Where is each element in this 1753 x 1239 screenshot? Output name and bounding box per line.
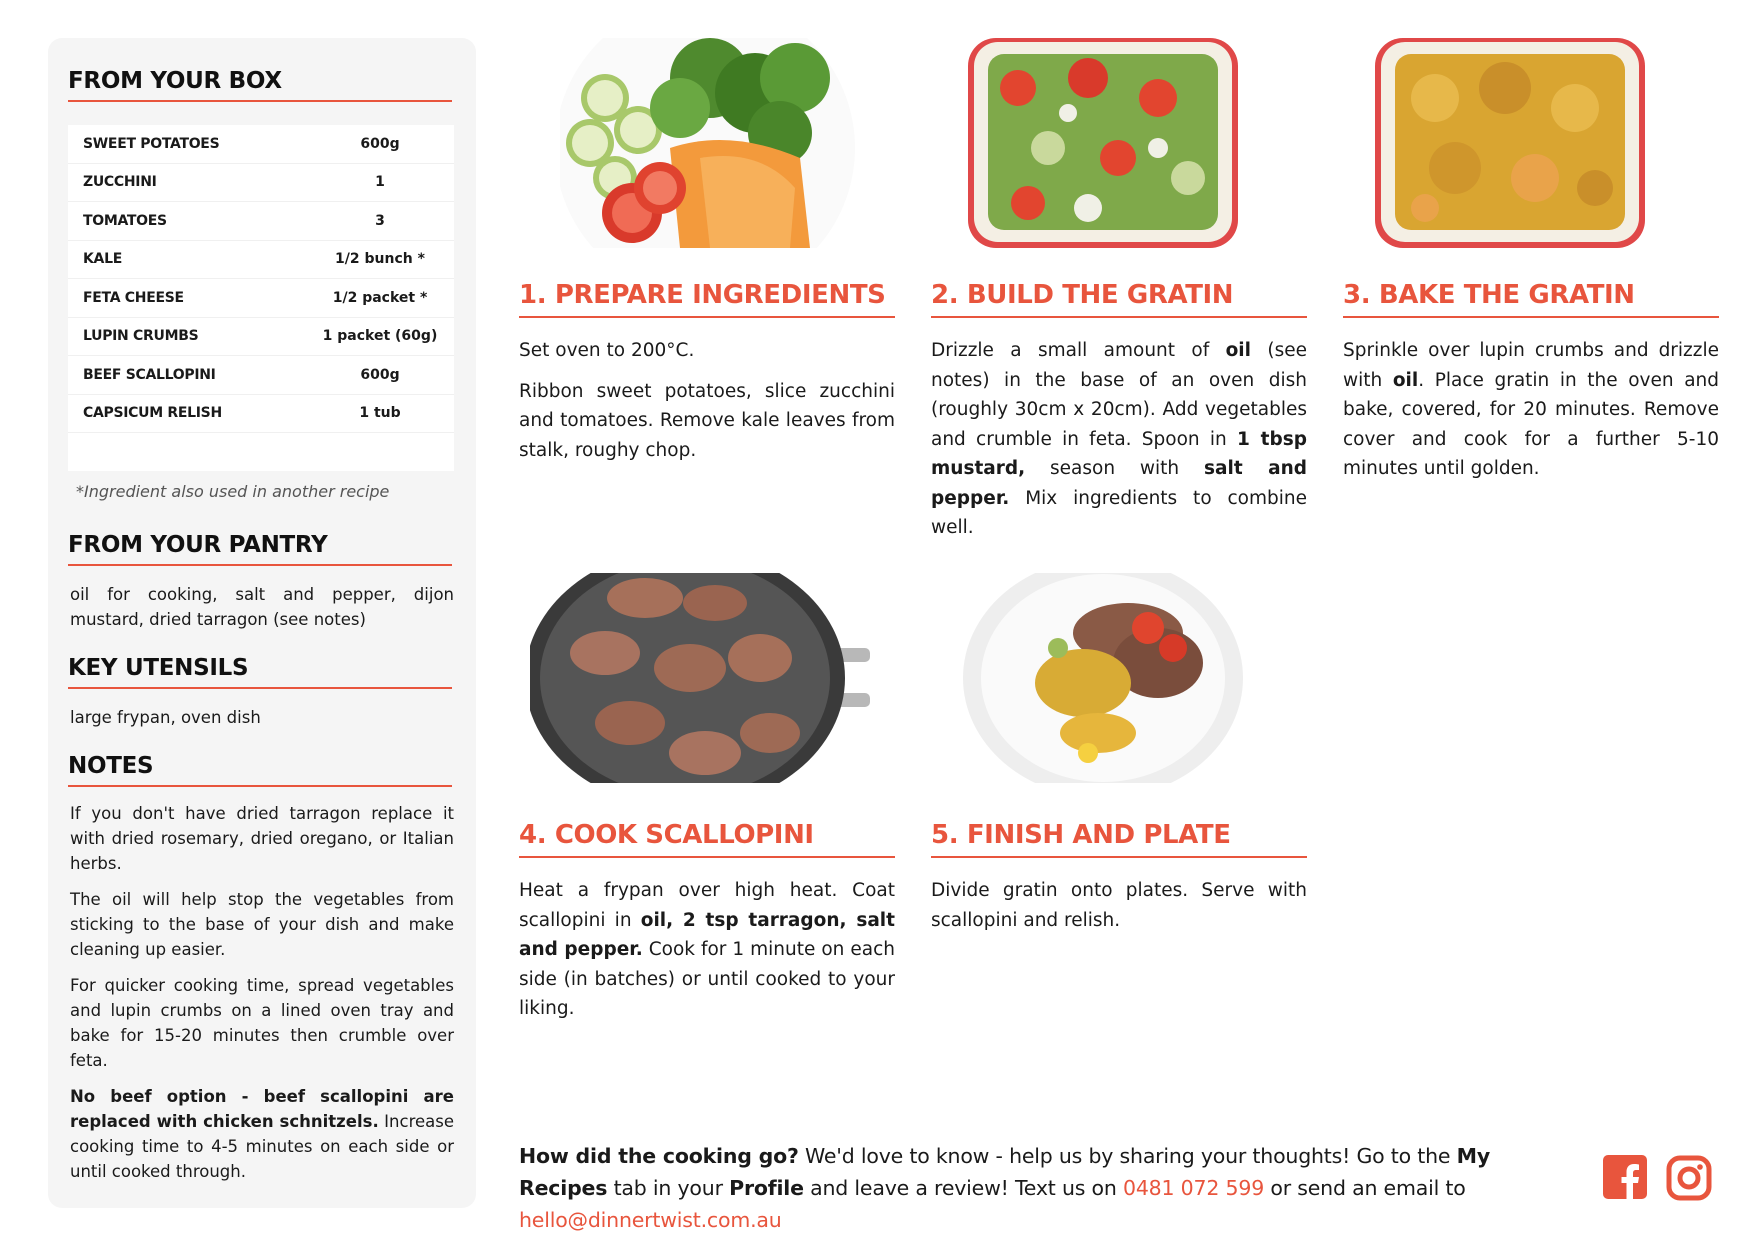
from-your-box-heading: FROM YOUR BOX bbox=[68, 68, 452, 102]
table-row bbox=[68, 202, 454, 241]
ingredient-name: KALE bbox=[83, 251, 122, 268]
instagram-icon[interactable] bbox=[1666, 1155, 1712, 1201]
facebook-icon[interactable] bbox=[1603, 1155, 1647, 1199]
footer-text: We'd love to know - help us by sharing your thoughts! Go to the bbox=[798, 1144, 1457, 1168]
ingredients-table bbox=[68, 125, 454, 471]
from-your-pantry-heading: FROM YOUR PANTRY bbox=[68, 532, 452, 566]
key-utensils-heading: KEY UTENSILS bbox=[68, 655, 452, 689]
table-row bbox=[68, 318, 454, 357]
step-bold: 1 tbsp mustard, bbox=[931, 428, 1307, 479]
step-paragraph bbox=[1343, 336, 1719, 484]
footer-bold: How did the cooking go? bbox=[519, 1144, 799, 1168]
table-row bbox=[68, 164, 454, 203]
ingredient-name: LUPIN CRUMBS bbox=[83, 328, 199, 345]
step-paragraph: Set oven to 200°C. bbox=[519, 340, 695, 361]
ingredient-qty: 3 bbox=[375, 212, 385, 229]
plated-dish-image bbox=[958, 573, 1298, 783]
note-bold: No beef option - beef scallopini are replaced with chicken schnitzels. bbox=[70, 1087, 454, 1131]
ingredient-qty: 1/2 bunch * bbox=[335, 251, 425, 268]
sweet-potato-ribbons bbox=[670, 140, 810, 248]
ingredient-qty: 1/2 packet * bbox=[332, 289, 428, 306]
step-paragraph: Ribbon sweet potatoes, slice zucchini and tomatoes. Remove kale leaves from stalk, roughy chop. bbox=[519, 380, 895, 461]
step-text: Drizzle a small amount of bbox=[931, 340, 1226, 361]
step-paragraph bbox=[519, 876, 895, 1024]
ingredient-name: BEEF SCALLOPINI bbox=[83, 366, 216, 383]
profile-label: Profile bbox=[729, 1176, 804, 1200]
gratin-dish-baked-image bbox=[1365, 38, 1705, 248]
table-empty-row bbox=[68, 433, 454, 471]
step-paragraph: Divide gratin onto plates. Serve with scallopini and relish. bbox=[931, 880, 1307, 931]
ingredient-qty: 1 packet (60g) bbox=[322, 328, 438, 345]
step-5-body bbox=[931, 876, 1307, 946]
step-5-title: 5. FINISH AND PLATE bbox=[931, 820, 1307, 858]
step-2-body bbox=[931, 336, 1307, 554]
email-link[interactable]: hello@dinnertwist.com.au bbox=[519, 1208, 782, 1232]
footer-text: and leave a review! Text us on bbox=[803, 1176, 1123, 1200]
step-text: Heat a frypan over high heat. Coat scallopini in bbox=[519, 880, 895, 931]
ingredient-qty: 1 tub bbox=[359, 405, 401, 422]
notes-heading: NOTES bbox=[68, 753, 452, 787]
ingredient-qty: 600g bbox=[360, 135, 400, 152]
step-2-title: 2. BUILD THE GRATIN bbox=[931, 280, 1307, 318]
step-4-title: 4. COOK SCALLOPINI bbox=[519, 820, 895, 858]
step-3-body bbox=[1343, 336, 1719, 495]
footer-text: or send an email to bbox=[1264, 1176, 1466, 1200]
note-text: Increase cooking time to 4-5 minutes on each side or until cooked through. bbox=[70, 1112, 454, 1181]
utensils-paragraph: large frypan, oven dish bbox=[70, 708, 261, 727]
pantry-text bbox=[70, 582, 454, 643]
table-row bbox=[68, 279, 454, 318]
table-row bbox=[68, 395, 454, 434]
ingredient-qty: 1 bbox=[375, 174, 385, 191]
step-paragraph bbox=[931, 336, 1307, 543]
ingredient-name: ZUCCHINI bbox=[83, 174, 157, 191]
pantry-paragraph: oil for cooking, salt and pepper, dijon mustard, dried tarragon (see notes) bbox=[70, 585, 454, 629]
step-text: Sprinkle over lupin crumbs and drizzle with bbox=[1343, 340, 1719, 391]
ingredient-name: SWEET POTATOES bbox=[83, 135, 220, 152]
footer-text: tab in your bbox=[607, 1176, 730, 1200]
note-paragraph bbox=[70, 1084, 454, 1184]
ingredient-name: TOMATOES bbox=[83, 212, 167, 229]
note-paragraph: The oil will help stop the vegetables from sticking to the base of your dish and make cleaning up easier. bbox=[70, 890, 454, 959]
step-3-title: 3. BAKE THE GRATIN bbox=[1343, 280, 1719, 318]
sidebar bbox=[48, 38, 476, 1208]
frypan-scallopini-image bbox=[530, 573, 870, 783]
table-row bbox=[68, 241, 454, 280]
step-bold: oil bbox=[1392, 369, 1419, 391]
ingredient-name: FETA CHEESE bbox=[83, 289, 184, 306]
table-row bbox=[68, 125, 454, 164]
ingredient-qty: 600g bbox=[360, 366, 400, 383]
my-recipes-label: My Recipes bbox=[519, 1144, 1491, 1200]
step-text: Mix ingredients to combine well. bbox=[931, 487, 1307, 538]
step-bold: oil, 2 tsp tarragon, salt and pepper. bbox=[519, 909, 895, 960]
utensils-text bbox=[70, 705, 454, 741]
prepared-vegetables-image bbox=[560, 38, 900, 248]
step-text: . Place gratin in the oven and bake, covered, for 20 minutes. Remove cover and cook for a further 5-10 minutes until golden. bbox=[1343, 369, 1720, 479]
table-row bbox=[68, 356, 454, 395]
note-paragraph: If you don't have dried tarragon replace it with dried rosemary, dried oregano, or Italian herbs. bbox=[70, 804, 454, 873]
step-bold: salt and pepper. bbox=[931, 458, 1307, 509]
step-bold: oil bbox=[1225, 340, 1251, 361]
ingredient-footnote: *Ingredient also used in another recipe bbox=[76, 482, 390, 501]
step-4-body bbox=[519, 876, 895, 1035]
step-1-body bbox=[519, 336, 895, 476]
note-paragraph: For quicker cooking time, spread vegetables and lupin crumbs on a lined oven tray and bake for 15-20 minutes then crumble over feta. bbox=[70, 976, 454, 1070]
phone-link[interactable]: 0481 072 599 bbox=[1123, 1176, 1265, 1200]
step-1-title: 1. PREPARE INGREDIENTS bbox=[519, 280, 895, 318]
step-text: Cook for 1 minute on each side (in batches) or until cooked to your liking. bbox=[519, 939, 895, 1019]
gratin-dish-raw-image bbox=[958, 38, 1298, 248]
step-text: season with bbox=[1025, 458, 1205, 479]
feedback-footer bbox=[519, 1140, 1579, 1236]
step-text: (see notes) in the base of an oven dish (roughly 30cm x 20cm). Add vegetables and crumble in feta. Spoon in bbox=[931, 340, 1307, 450]
ingredient-name: CAPSICUM RELISH bbox=[83, 405, 222, 422]
notes-text bbox=[70, 801, 454, 1195]
